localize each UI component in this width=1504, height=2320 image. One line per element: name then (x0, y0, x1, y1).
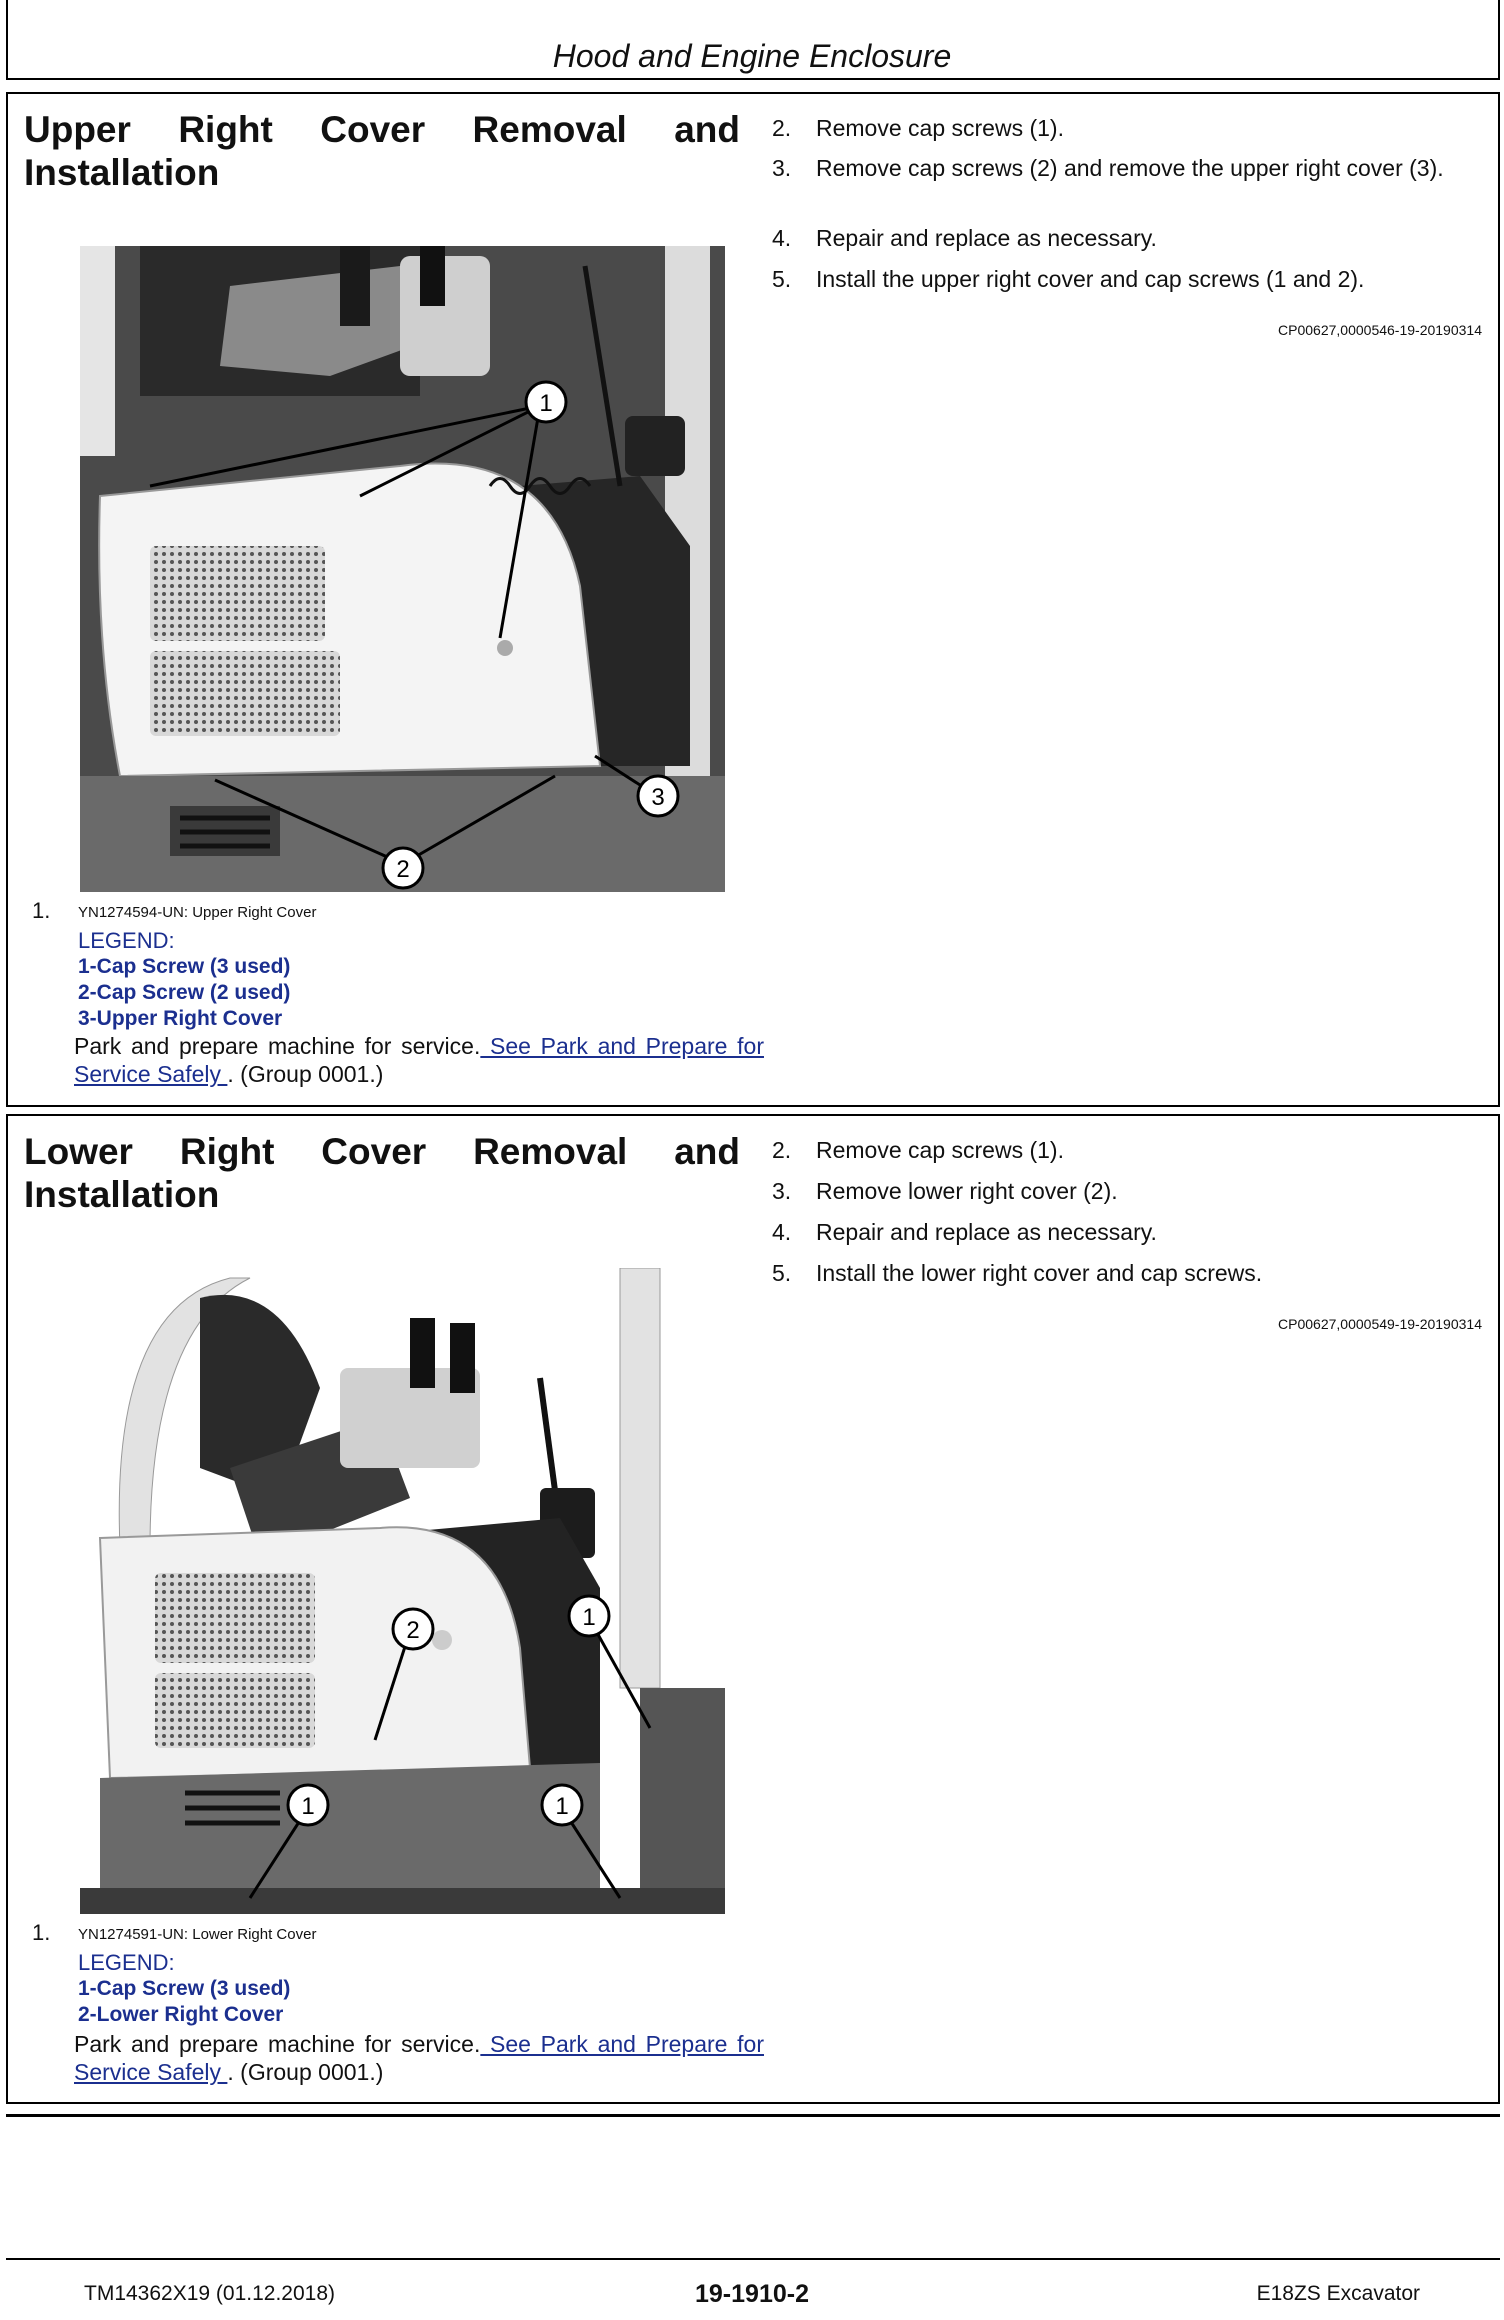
park-instruction: Park and prepare machine for service. See Park and Prepare for Service Safely . (Group 0001.) (74, 1033, 764, 1087)
see-park-link[interactable]: See Park and Prepare for Service Safely (74, 1033, 764, 1087)
callout-label: 1 (301, 1793, 315, 1820)
page-header-title: Hood and Engine Enclosure (552, 38, 952, 74)
upper-right-cover-photo (80, 246, 725, 892)
legend-item: 2-Lower Right Cover (78, 2003, 284, 2026)
divider (6, 2258, 1500, 2260)
legend-heading: LEGEND: (78, 928, 175, 953)
callout-label: 3 (651, 784, 665, 811)
callout-label: 2 (396, 856, 410, 883)
legend-item: 2-Cap Screw (2 used) (78, 981, 291, 1004)
footer-doc-id: TM14362X19 (01.12.2018) (84, 2282, 336, 2305)
image-id: YN1274591-UN: Lower Right Cover (78, 1926, 317, 1943)
footer-model: E18ZS Excavator (1256, 2282, 1420, 2305)
legend-item: 3-Upper Right Cover (78, 1007, 283, 1030)
see-park-link[interactable]: See Park and Prepare for Service Safely (74, 2031, 764, 2085)
footer-page-number: 19-1910-2 (695, 2280, 809, 2308)
image-id: YN1274594-UN: Upper Right Cover (78, 904, 317, 921)
section-title-line2: Installation (24, 1174, 220, 1215)
divider (6, 2114, 1500, 2117)
legend-item: 1-Cap Screw (3 used) (78, 1977, 291, 2000)
steps-list: 2. Remove cap screws (1). 3. Remove lower right cover (2). 4. Repair and replace as necessary. 5. Install the lower right cover and cap screws. (772, 1137, 1263, 1286)
park-instruction: Park and prepare machine for service. See Park and Prepare for Service Safely . (Group 0001.) (74, 2031, 764, 2085)
section-title-line2: Installation (24, 152, 220, 193)
callout-label: 1 (582, 1604, 596, 1631)
section-title-line1: Upper Right Cover Removal and (24, 109, 740, 150)
steps-list: 2. Remove cap screws (1). 3. Remove cap screws (2) and remove the upper right cover (3). 4. Repair and replace as necessary. 5. Install the upper right cover and cap screws (1 and 2). (772, 115, 1444, 292)
legend-heading: LEGEND: (78, 1950, 175, 1975)
legend-item: 1-Cap Screw (3 used) (78, 955, 291, 978)
section-title-line1: Lower Right Cover Removal and (24, 1131, 740, 1172)
callout-label: 1 (539, 390, 553, 417)
callout-label: 1 (555, 1793, 569, 1820)
lower-right-cover-photo (80, 1268, 725, 1914)
section-title (24, 1130, 740, 1216)
section-title (24, 108, 740, 194)
callout-label: 2 (406, 1617, 420, 1644)
reference-code: CP00627,0000549-19-20190314 (1278, 1316, 1482, 1332)
figure-number: 1. (32, 898, 51, 923)
figure-number: 1. (32, 1920, 51, 1945)
reference-code: CP00627,0000546-19-20190314 (1278, 322, 1482, 338)
